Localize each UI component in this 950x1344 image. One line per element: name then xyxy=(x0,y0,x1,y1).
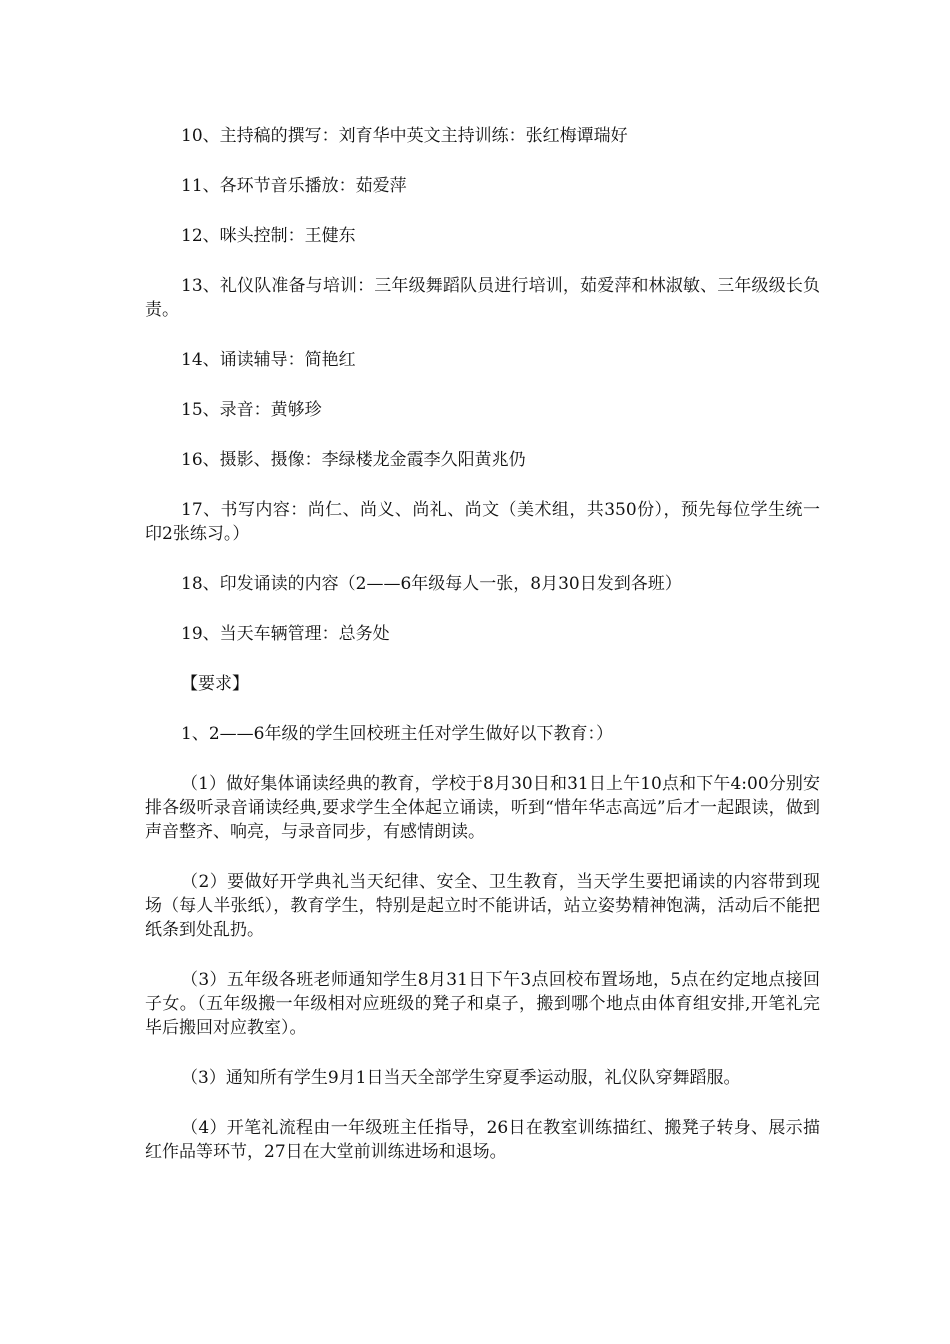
requirement-1: 1、2——6年级的学生回校班主任对学生做好以下教育：） xyxy=(181,724,613,744)
paragraph-item-14: 14、诵读辅导：简艳红 xyxy=(181,350,356,370)
paragraph-item-15: 15、录音：黄够珍 xyxy=(181,400,322,420)
paragraph-item-16: 16、摄影、摄像：李绿楼龙金霞李久阳黄兆仍 xyxy=(181,450,526,470)
paragraph-item-17: 17、书写内容：尚仁、尚义、尚礼、尚文（美术组，共350份），预先每位学生统一印2张练习。） xyxy=(145,500,820,544)
paragraph-item-18: 18、印发诵读的内容（2——6年级每人一张，8月30日发到各班） xyxy=(181,574,682,594)
requirement-sub-4: （4）开笔礼流程由一年级班主任指导，26日在教室训练描红、搬凳子转身、展示描红作品等环节，27日在大堂前训练进场和退场。 xyxy=(145,1118,820,1162)
paragraph-item-11: 11、各环节音乐播放：茹爱萍 xyxy=(181,176,407,196)
requirement-sub-1: （1）做好集体诵读经典的教育，学校于8月30日和31日上午10点和下午4:00分别安排各级听录音诵读经典,要求学生全体起立诵读，听到“惜年华志高远”后才一起跟读，做到声音整齐、响亮，与录音同步，有感情朗读。 xyxy=(145,774,820,842)
requirement-sub-2: （2）要做好开学典礼当天纪律、安全、卫生教育，当天学生要把诵读的内容带到现场（每人半张纸），教育学生，特别是起立时不能讲话，站立姿势精神饱满，活动后不能把纸条到处乱扔。 xyxy=(145,872,820,940)
requirement-sub-3a: （3）五年级各班老师通知学生8月31日下午3点回校布置场地，5点在约定地点接回子女。（五年级搬一年级相对应班级的凳子和桌子，搬到哪个地点由体育组安排,开笔礼完毕后搬回对应教室）。 xyxy=(145,970,820,1038)
requirement-sub-3b: （3）通知所有学生9月1日当天全部学生穿夏季运动服，礼仪队穿舞蹈服。 xyxy=(181,1068,741,1088)
paragraph-item-10: 10、主持稿的撰写：刘育华中英文主持训练：张红梅谭瑞好 xyxy=(181,126,628,146)
paragraph-item-19: 19、当天车辆管理：总务处 xyxy=(181,624,390,644)
paragraph-item-12: 12、咪头控制：王健东 xyxy=(181,226,356,246)
paragraph-item-13: 13、礼仪队准备与培训：三年级舞蹈队员进行培训，茹爱萍和林淑敏、三年级级长负责。 xyxy=(145,276,820,320)
section-heading-requirements: 【要求】 xyxy=(181,674,249,694)
